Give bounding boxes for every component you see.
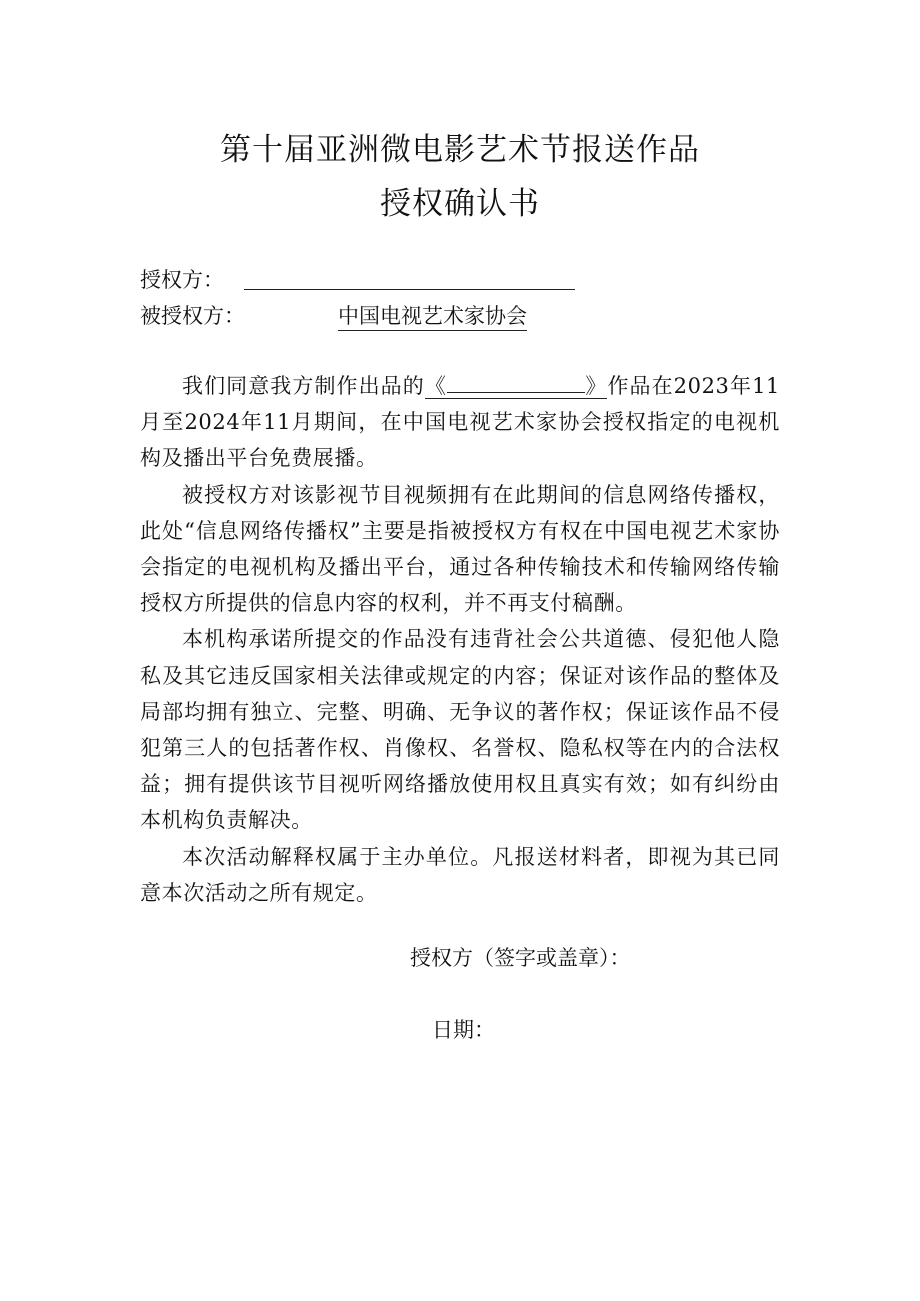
consent-prefix: 我们同意我方制作出品的 <box>182 374 425 398</box>
paragraph-interpretation: 本次活动解释权属于主办单位。凡报送材料者，即视为其已同意本次活动之所有规定。 <box>140 844 780 905</box>
agreement-body <box>140 368 780 911</box>
grantee-name: 中国电视艺术家协会 <box>338 303 527 331</box>
grantee-label: 被授权方： <box>140 304 245 328</box>
grantor-name-blank[interactable] <box>244 289 575 290</box>
close-quote: 》 <box>584 374 608 398</box>
document-title-line1: 第十届亚洲微电影艺术节报送作品 <box>220 132 700 168</box>
open-quote: 《 <box>424 374 447 398</box>
paragraph-rights: 被授权方对该影视节目视频拥有在此期间的信息网络传播权，此处“信息网络传播权”主要是指被授权方有权在中国电视艺术家协会指定的电视机构及播出平台，通过各种传输技术和传输网络传输授权方所提供的信息内容的权利，并不再支付稿酬。 <box>140 482 780 616</box>
consent-suffix: 作品在2023年11月至2024年11月期间，在中国电视艺术家协会授权指定的电视机构及播出平台免费展播。 <box>140 374 780 471</box>
work-title-field[interactable] <box>425 374 608 399</box>
document-title-line2: 授权确认书 <box>380 186 540 222</box>
paragraph-consent <box>140 368 780 477</box>
work-title-blank <box>447 372 585 393</box>
grantor-label: 授权方： <box>140 268 224 292</box>
date-label: 日期： <box>432 1018 495 1042</box>
paragraph-commitment: 本机构承诺所提交的作品没有违背社会公共道德、侵犯他人隐私及其它违反国家相关法律或规定的内容；保证对该作品的整体及局部均拥有独立、完整、明确、无争议的著作权；保证该作品不侵犯第三人的包括著作权、肖像权、名誉权、隐私权等在内的合法权益；拥有提供该节目视听网络播放使用权且真实有效；如有纠纷由本机构负责解决。 <box>140 627 780 833</box>
signature-label: 授权方（签字或盖章）： <box>410 946 631 970</box>
